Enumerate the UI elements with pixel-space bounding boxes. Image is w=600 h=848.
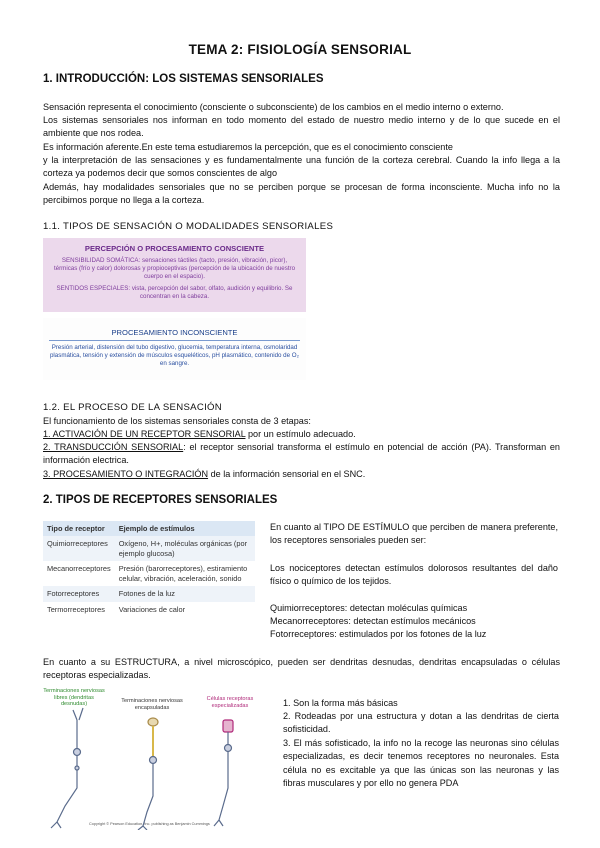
figure-label-specialized: Células receptoras especializadas (206, 696, 254, 709)
figure-label-free-endings: Terminaciones nerviosas libres (dendritas desnudas) (43, 688, 105, 708)
figure-credit: Copyright © Pearson Education, Inc. publishing as Benjamin Cummings (89, 822, 210, 826)
paragraph-tipo-estimulo (270, 521, 558, 548)
table-cell: Fotorreceptores (43, 586, 115, 602)
list-item: 3. El más sofisticado, la info no la recoge las neuronas sino células especializadas, es decir tenemos receptores no neuronales. Esta célula no es excitable ya que las únicas son las neuronas y las fibras musculares y por ello no genera PDA (283, 738, 559, 788)
item-quimiorreceptores: Quimiorreceptores: detectan moléculas químicas (270, 603, 468, 613)
table-cell: Presión (barorreceptores), estiramiento celular, vibración, aceleración, sonido (115, 561, 255, 586)
paragraph-sensacion: Sensación representa el conocimiento (consciente o subconsciente) de los cambios en el medio interno o externo. (43, 102, 504, 112)
item-fotorreceptores: Fotorreceptores: estimulados por los fotones de la luz (270, 629, 487, 639)
tipo-estimulo-keyword: TIPO DE ESTÍMULO (323, 522, 410, 532)
estructura-suffix: , a nivel microscópico, pueden ser dendritas desnudas, dendritas encapsuladas o células receptoras especializadas. (43, 657, 560, 681)
table-header: Ejemplo de estímulos (115, 521, 255, 536)
paragraph-estructura (43, 656, 560, 683)
proceso-intro: El funcionamiento de los sistemas sensoriales consta de 3 etapas: (43, 416, 311, 426)
free-nerve-ending-neuron (51, 708, 83, 828)
tipo-estimulo-prefix: En cuanto al (270, 522, 324, 532)
proceso-step-3 (43, 468, 563, 481)
section-heading-tipos-sensacion: 1.1. TIPOS DE SENSACIÓN O MODALIDADES SENSORIALES (43, 221, 334, 232)
neuron-diagram (43, 688, 275, 830)
estructura-keyword: ESTRUCTURA (114, 657, 178, 667)
unconscious-box-text: Presión arterial, distensión del tubo digestivo, glucemia, temperatura interna, osmolaridad plasmática, tensión y extensión de músculos esqueléticos, pH plasmático, contenido de O₂ en sangre. (49, 344, 299, 368)
proceso-step-1 (43, 428, 563, 441)
table-cell: Termorreceptores (43, 602, 115, 618)
table-cell: Quimiorreceptores (43, 536, 115, 561)
table-row (43, 602, 255, 618)
section-heading-proceso: 1.2. EL PROCESO DE LA SENSACIÓN (43, 402, 223, 413)
table-cell: Variaciones de calor (115, 602, 255, 618)
receptor-table (43, 521, 255, 618)
step-3-title: 3. PROCESAMIENTO O INTEGRACIÓN (43, 469, 209, 479)
step-1-title: 1. ACTIVACIÓN DE UN RECEPTOR SENSORIAL (43, 429, 246, 439)
item-mecanorreceptores: Mecanorreceptores: detectan estímulos mecánicos (270, 616, 476, 626)
list-item: 1. Son la forma más básicas (283, 698, 398, 708)
section-heading-intro: 1. INTRODUCCIÓN: LOS SISTEMAS SENSORIALES (43, 73, 324, 85)
section-heading-receptores: 2. TIPOS DE RECEPTORES SENSORIALES (43, 494, 278, 506)
unconscious-box-title: PROCESAMIENTO INCONSCIENTE (49, 328, 300, 341)
table-cell: Mecanorreceptores (43, 561, 115, 586)
receptor-structure-figure (43, 688, 275, 830)
tipo-estimulo-suffix: que perciben de manera preferente, los receptores sensoriales pueden ser: (270, 522, 559, 546)
encapsulated-ending-neuron (138, 718, 158, 830)
table-header: Tipo de receptor (43, 521, 115, 536)
unconscious-processing-box (43, 318, 306, 380)
paragraph-nociceptores: Los nociceptores detectan estímulos dolorosos resultantes del daño físico o químico de los tejidos. (270, 563, 558, 587)
specialized-cell-neuron (214, 720, 233, 826)
page-title: TEMA 2: FISIOLOGÍA SENSORIAL (188, 42, 412, 57)
paragraph-sistemas: Los sistemas sensoriales nos informan en todo momento del estado de nuestro medio interno y de lo que sucede en el ambiente que nos rodea. (43, 115, 560, 139)
conscious-processing-box (43, 238, 306, 312)
table-cell: Fotones de la luz (115, 586, 255, 602)
table-row (43, 561, 255, 586)
step-2-text: : el receptor sensorial transforma el estímulo en potencial de acción (PA). Transforman en información electrica. (43, 442, 560, 466)
step-3-text: de la información sensorial en el SNC. (208, 469, 366, 479)
estructura-prefix: En cuanto a su (43, 657, 115, 667)
step-2-title: 2. TRANSDUCCIÓN SENSORIAL (43, 442, 184, 452)
table-cell: Oxígeno, H+, moléculas orgánicas (por ejemplo glucosa) (115, 536, 255, 561)
conscious-box-somatic: SENSIBILIDAD SOMÁTICA: sensaciones táctiles (tacto, presión, vibración, picor), térmicas (frío y calor) dolorosas y propioceptivas (percepción de la ubicación de nuestro cuerpo en el espacio). (53, 257, 296, 281)
figure-label-encapsulated: Terminaciones nerviosas encapsuladas (121, 698, 183, 711)
table-row (43, 586, 255, 602)
paragraph-inconsciente: Además, hay modalidades sensoriales que no se perciben porque se procesan de forma inconsciente. Mucha info no la percibimos porque no llega a la corteza. (43, 182, 560, 206)
list-item: 2. Rodeadas por una estructura y dotan a las dendritas de cierta sofisticidad. (283, 711, 559, 735)
table-row (43, 536, 255, 561)
conscious-box-special: SENTIDOS ESPECIALES: vista, percepción del sabor, olfato, audición y equilibrio. Se concentran en la cabeza. (56, 284, 293, 300)
paragraph-interpretacion: y la interpretación de las sensaciones y es fundamentalmente una función de la corteza cerebral. Cuando la info llega a la corteza ya podemos decir que somos conscientes de algo (43, 155, 560, 179)
proceso-step-2 (43, 441, 560, 468)
step-1-text: por un estímulo adecuado. (245, 429, 356, 439)
paragraph-aferente: Es información aferente.En este tema estudiaremos la percepción, que es el conocimiento consciente (43, 142, 453, 152)
conscious-box-title: PERCEPCIÓN O PROCESAMIENTO CONSCIENTE (84, 244, 265, 253)
